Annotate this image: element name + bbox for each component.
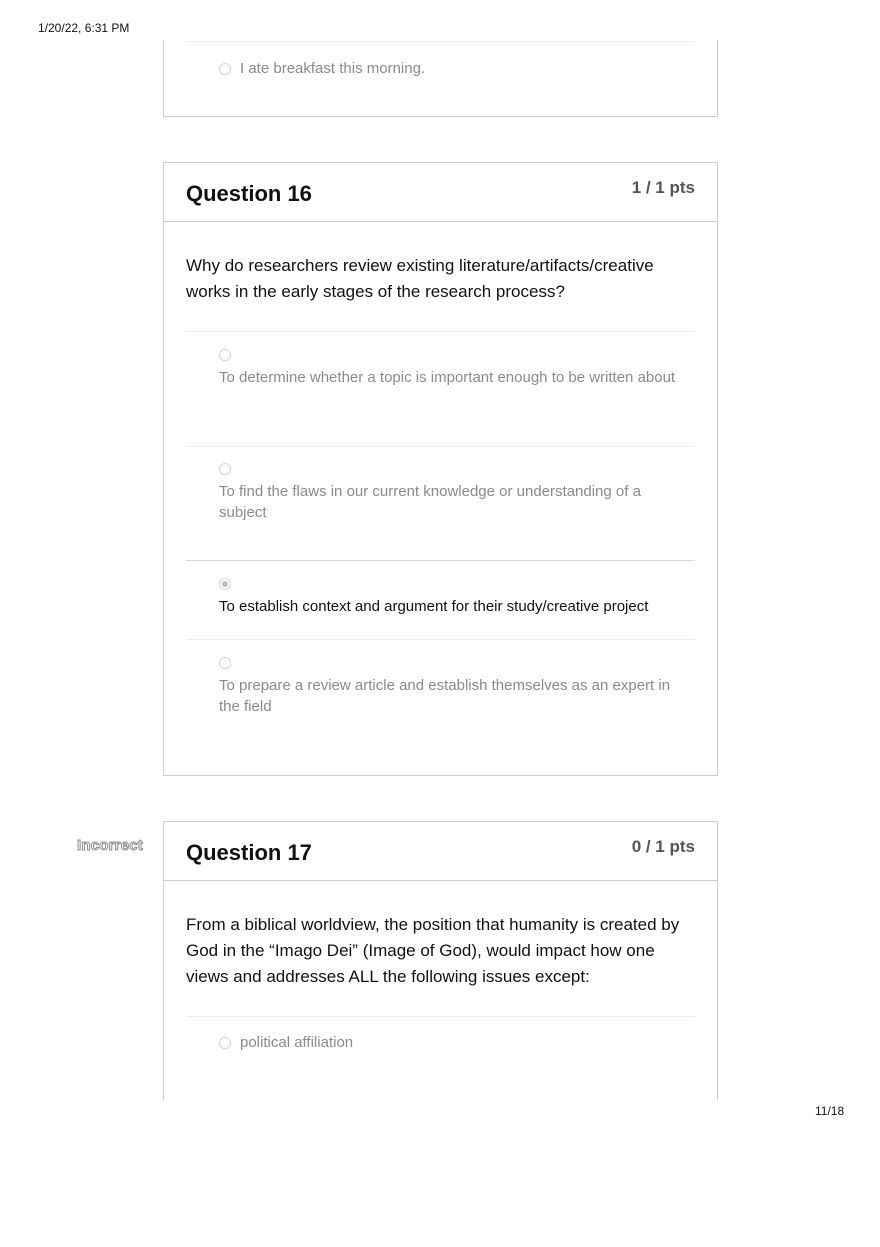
answer-option-selected[interactable]: [219, 578, 677, 617]
question-title: Question 16: [186, 181, 312, 206]
answer-option[interactable]: [219, 463, 677, 523]
question-points: 1 / 1 pts: [631, 178, 695, 197]
print-date: 1/20/22, 6:31 PM: [38, 21, 130, 35]
answer-text: I ate breakfast this morning.: [240, 60, 426, 77]
question-text: From a biblical worldview, the position that humanity is created by God in the “Imago Dei” (Image of God), would impact how one views and addresses ALL the following issues except:: [186, 915, 680, 986]
answer-separator: [186, 1016, 695, 1017]
answer-option[interactable]: [219, 60, 425, 77]
answer-text: To find the flaws in our current knowledge or understanding of a subject: [219, 483, 641, 521]
answer-text: To establish context and argument for their study/creative project: [219, 598, 649, 615]
question-header: [164, 822, 717, 881]
answer-text: To prepare a review article and establish themselves as an expert in the field: [219, 677, 671, 715]
answer-text: political affiliation: [240, 1034, 354, 1051]
answer-separator: [186, 639, 695, 640]
question-points: 0 / 1 pts: [631, 837, 695, 856]
radio-button[interactable]: [219, 1037, 231, 1049]
question-header: [164, 163, 717, 222]
page-number: 11/18: [815, 1104, 845, 1118]
question-16-card: [163, 162, 718, 776]
radio-button[interactable]: [219, 657, 231, 669]
previous-question-card: [163, 40, 718, 117]
question-title: Question 17: [186, 840, 312, 865]
radio-button[interactable]: [219, 463, 231, 475]
question-17-card: [163, 821, 718, 1100]
answer-separator: [186, 41, 695, 42]
answer-separator: [186, 560, 695, 561]
answer-text: To determine whether a topic is important enough to be written about: [219, 369, 676, 386]
answer-option[interactable]: [219, 349, 677, 388]
radio-button-selected[interactable]: [219, 578, 231, 590]
radio-button[interactable]: [219, 349, 231, 361]
answer-option[interactable]: [219, 657, 677, 717]
question-text: Why do researchers review existing literature/artifacts/creative works in the early stages of the research process?: [186, 256, 654, 301]
incorrect-status-label: Incorrect: [77, 837, 143, 854]
answer-separator: [186, 331, 695, 332]
radio-button[interactable]: [219, 63, 231, 75]
answer-option[interactable]: [219, 1034, 353, 1051]
answer-separator: [186, 446, 695, 447]
